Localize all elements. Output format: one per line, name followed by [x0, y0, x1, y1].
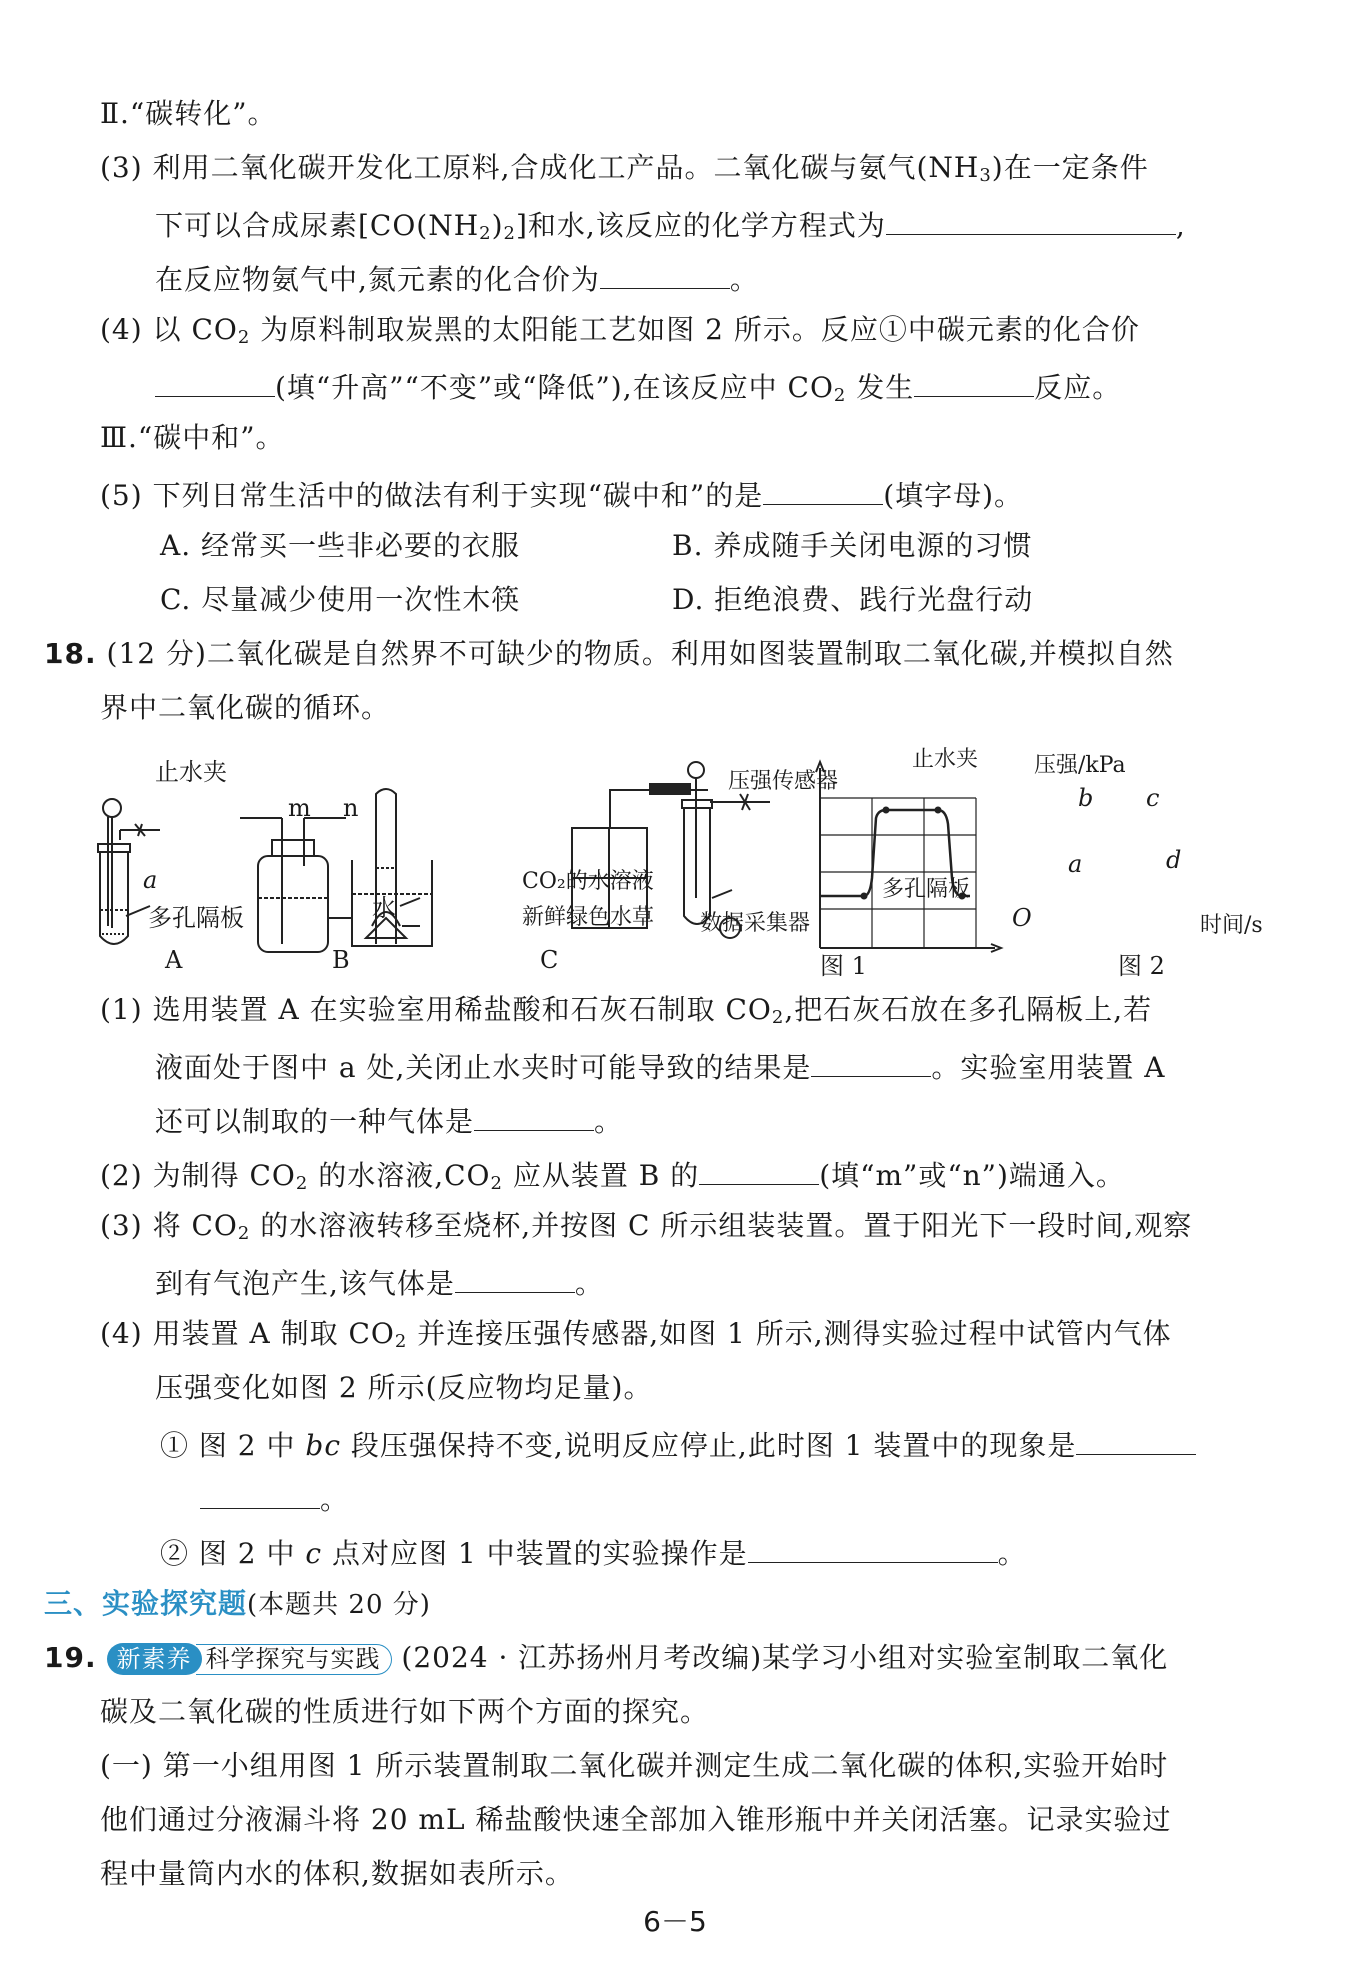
- label-waterweed: 新鲜绿色水草: [522, 905, 655, 930]
- label-pressure-axis: 压强/kPa: [1034, 753, 1126, 778]
- caption-fig1: 图 1: [820, 952, 867, 980]
- point-d: d: [1166, 846, 1182, 874]
- question-number: 19.: [44, 1641, 97, 1674]
- point-c: c: [1146, 784, 1160, 812]
- q18-s1-line3: 还可以制取的一种气体是 。: [155, 1100, 623, 1140]
- answer-blank[interactable]: [763, 474, 883, 505]
- q18-s3-line1: (3) 将 $CO_2$ 的水溶液转移至烧杯,并按图 C 所示组装装置。置于阳光下一段时间,观察: [100, 1209, 1193, 1244]
- q19-line4: 他们通过分液漏斗将 20 mL 稀盐酸快速全部加入锥形瓶中并关闭活塞。记录实验过: [100, 1803, 1172, 1836]
- caption-a: A: [165, 946, 183, 974]
- q4-line2: (填“升高”“不变”或“降低”),在该反应中 $CO_2$ 发生 反应。: [155, 366, 1121, 406]
- label-plate-a: 多孔隔板: [148, 904, 244, 932]
- q19-line5: 程中量筒内水的体积,数据如表所示。: [100, 1857, 574, 1890]
- caption-c: C: [540, 946, 559, 974]
- q18-s2-line: (2) 为制得 $CO_2$ 的水溶液$,CO_2$ 应从装置 B 的 (填“m”或“n”)端通入。: [100, 1154, 1125, 1194]
- answer-blank[interactable]: [1076, 1424, 1196, 1455]
- label-water: 水: [372, 894, 396, 922]
- q19-line1: 19. 新素养 科学探究与实践 (2024 · 江苏扬州月考改编)某学习小组对实验室制取二氧化: [44, 1641, 1169, 1674]
- option-a: A. 经常买一些非必要的衣服: [160, 529, 521, 562]
- page-number: 6－5: [643, 1905, 707, 1938]
- label-origin: O: [1012, 904, 1032, 932]
- option-b: B. 养成随手关闭电源的习惯: [672, 529, 1033, 562]
- caption-b: B: [332, 946, 350, 974]
- answer-blank[interactable]: [811, 1046, 931, 1077]
- q18-s1-line2: 液面处于图中 a 处,关闭止水夹时可能导致的结果是 。实验室用装置 A: [155, 1046, 1166, 1086]
- answer-blank[interactable]: [155, 366, 275, 397]
- label-co2-solution: CO₂的水溶液: [522, 869, 654, 894]
- label-m: m: [288, 794, 311, 822]
- answer-blank[interactable]: [474, 1100, 594, 1131]
- q18-s4-line2: 压强变化如图 2 所示(反应物均足量)。: [155, 1371, 653, 1404]
- badge-tag: 科学探究与实践: [196, 1644, 392, 1675]
- section-heading: 三、实验探究题(本题共 20 分): [44, 1587, 431, 1620]
- answer-blank[interactable]: [600, 258, 730, 289]
- answer-blank[interactable]: [886, 204, 1176, 235]
- question-number: 18.: [44, 637, 97, 670]
- caption-fig2: 图 2: [1118, 952, 1165, 980]
- q18-s4-item1-cont: 。: [200, 1478, 349, 1518]
- apparatus-svg: [90, 748, 1290, 978]
- label-a: a: [143, 866, 158, 894]
- part3-heading: Ⅲ.“碳中和”。: [100, 421, 285, 454]
- q18-s4-item1: ① 图 2 中 bc 段压强保持不变,说明反应停止,此时图 1 装置中的现象是: [160, 1424, 1196, 1464]
- label-clip-a: 止水夹: [155, 758, 227, 786]
- part2-heading: Ⅱ.“碳转化”。: [100, 97, 277, 130]
- label-clip-fig1: 止水夹: [912, 747, 979, 772]
- answer-blank[interactable]: [455, 1262, 575, 1293]
- label-pressure-sensor: 压强传感器: [728, 769, 839, 794]
- answer-blank[interactable]: [699, 1154, 819, 1185]
- option-c: C. 尽量减少使用一次性木筷: [160, 583, 521, 616]
- apparatus-figures: [90, 748, 1290, 978]
- label-n: n: [343, 794, 359, 822]
- label-plate-fig1: 多孔隔板: [882, 877, 971, 902]
- q4-line1: (4) 以 $CO_2$ 为原料制取炭黑的太阳能工艺如图 2 所示。反应①中碳元素的化合价: [100, 313, 1140, 348]
- point-a: a: [1068, 850, 1083, 878]
- q18-s4-item2: ② 图 2 中 c 点对应图 1 中装置的实验操作是 。: [160, 1532, 1027, 1572]
- answer-blank[interactable]: [748, 1532, 998, 1563]
- q19-line2: 碳及二氧化碳的性质进行如下两个方面的探究。: [100, 1695, 710, 1728]
- q18-s1-line1: (1) 选用装置 A 在实验室用稀盐酸和石灰石制取 $CO_2$,把石灰石放在多孔隔板上,若: [100, 993, 1153, 1028]
- label-collector: 数据采集器: [700, 911, 811, 936]
- answer-blank[interactable]: [200, 1478, 320, 1509]
- q18-s4-line1: (4) 用装置 A 制取 $CO_2$ 并连接压强传感器,如图 1 所示,测得实验过程中试管内气体: [100, 1317, 1172, 1352]
- q19-line3: (一) 第一小组用图 1 所示装置制取二氧化碳并测定生成二氧化碳的体积,实验开始时: [100, 1749, 1169, 1782]
- q18-line2: 界中二氧化碳的循环。: [100, 691, 391, 724]
- q3-line3: 在反应物氨气中,氮元素的化合价为 。: [155, 258, 759, 298]
- option-d: D. 拒绝浪费、践行光盘行动: [672, 583, 1034, 616]
- q18-line1: 18. (12 分)二氧化碳是自然界不可缺少的物质。利用如图装置制取二氧化碳,并模拟自然: [44, 637, 1174, 670]
- label-time-axis: 时间/s: [1200, 913, 1263, 938]
- q18-s3-line2: 到有气泡产生,该气体是 。: [155, 1262, 604, 1302]
- new-literacy-badge: 新素养: [107, 1643, 202, 1675]
- q3-line2: 下可以合成尿素$[CO(NH_2)_2]$和水,该反应的化学方程式为 ,: [155, 204, 1186, 244]
- q3-line1: (3) 利用二氧化碳开发化工原料,合成化工产品。二氧化碳与氨气$(NH_3)$在一定条件: [100, 151, 1149, 186]
- q5-line: (5) 下列日常生活中的做法有利于实现“碳中和”的是 (填字母)。: [100, 474, 1023, 514]
- answer-blank[interactable]: [914, 366, 1034, 397]
- point-b: b: [1078, 784, 1094, 812]
